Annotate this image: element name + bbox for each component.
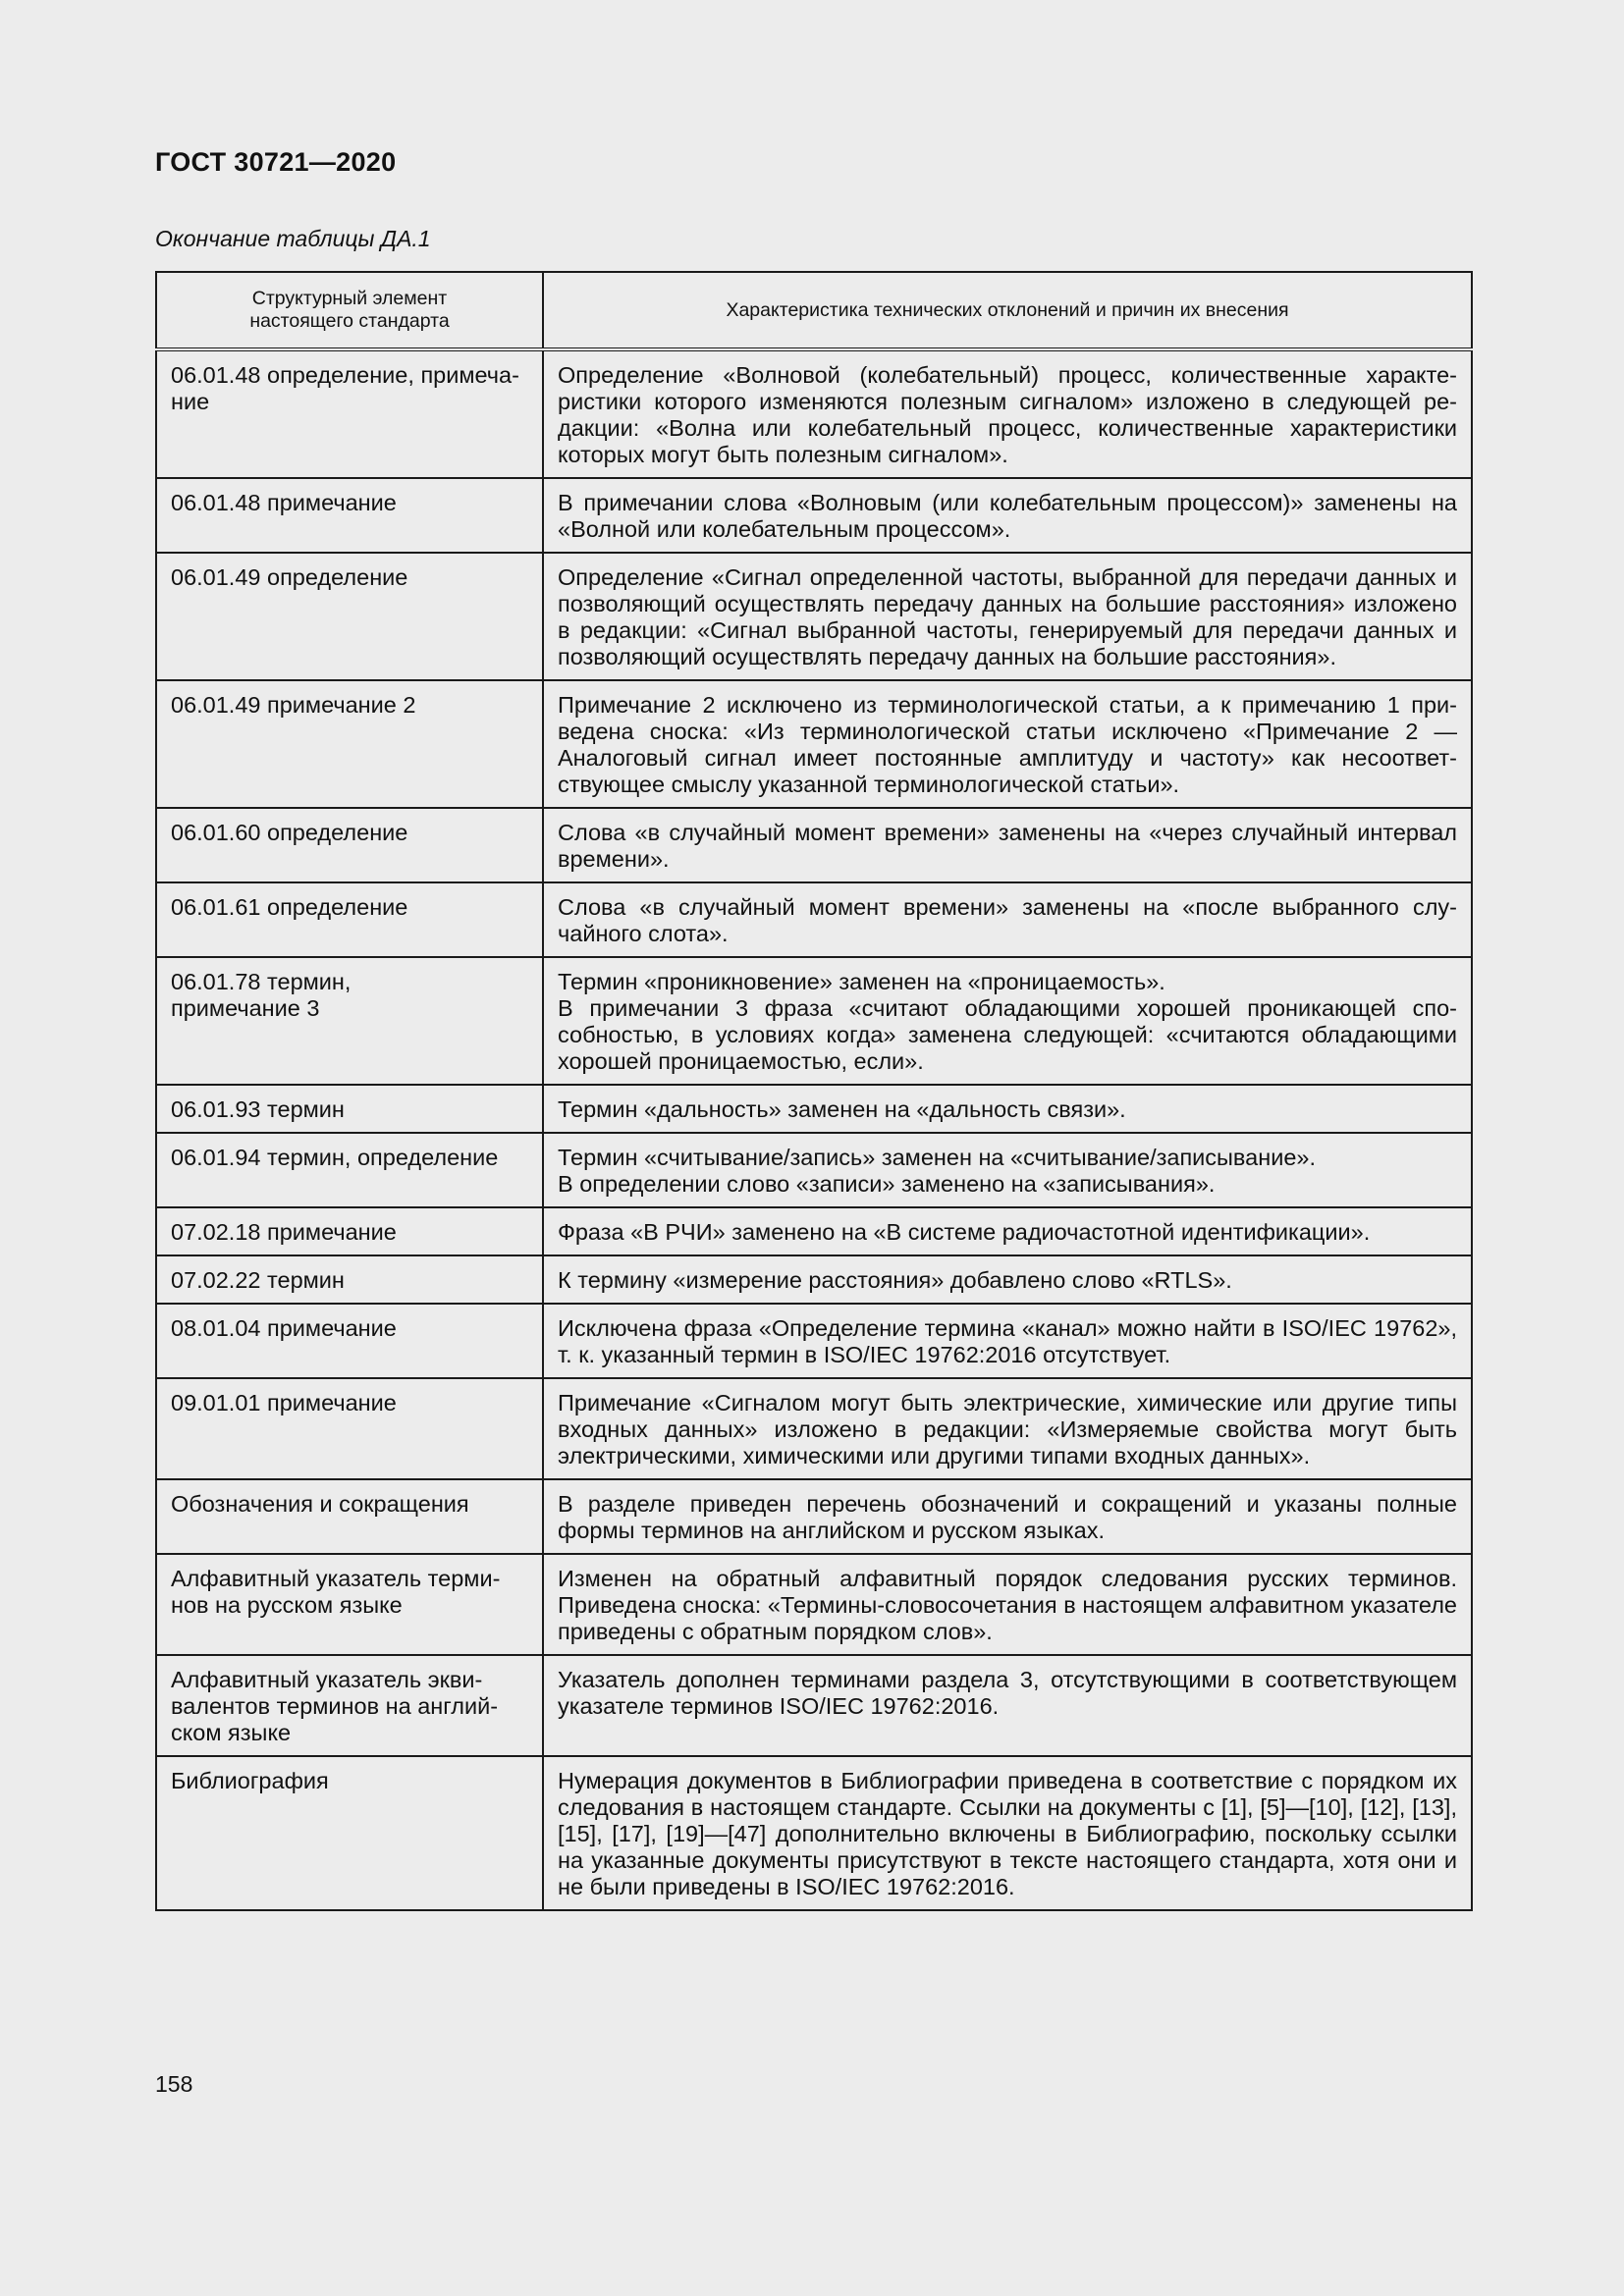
deviation-description-cell: Термин «проникновение» заменен на «проницаемость». В примечании 3 фраза «считают обладающими хорошей проникающей способностью, в условиях когда» заменена следующей: «считаются обладающими хорошей проницаемостью, если». <box>543 957 1472 1085</box>
structural-element-cell: 06.01.48 определение, примечание <box>156 349 543 478</box>
deviation-description-cell: Определение «Волновой (колебательный) процесс, количественные характеристики которого изменяются полезным сигналом» изложено в следующей редакции: «Волна или колебательный процесс, количественные характеристики которых могут быть полезным сигналом». <box>543 349 1472 478</box>
structural-element-cell: 07.02.18 примечание <box>156 1207 543 1255</box>
column-header-element <box>156 272 543 349</box>
structural-element-cell: Обозначения и сокращения <box>156 1479 543 1554</box>
deviations-table <box>155 271 1473 1911</box>
column-header-description-label: Характеристика технических отклонений и причин их внесения <box>726 298 1289 321</box>
structural-element-cell: 06.01.49 примечание 2 <box>156 680 543 808</box>
table-row <box>156 1479 1472 1554</box>
table-row <box>156 553 1472 680</box>
column-header-element-label: Структурный элемент настоящего стандарта <box>249 288 450 332</box>
page-number: 158 <box>155 2071 193 2097</box>
table-header-row <box>156 272 1472 349</box>
deviation-description-cell: Термин «дальность» заменен на «дальность связи». <box>543 1085 1472 1133</box>
structural-element-cell: Алфавитный указатель эквивалентов терминов на английском языке <box>156 1655 543 1756</box>
table-row <box>156 882 1472 957</box>
structural-element-cell: 06.01.60 определение <box>156 808 543 882</box>
table-row <box>156 957 1472 1085</box>
deviation-description-cell: Слова «в случайный момент времени» заменены на «через случайный интервал времени». <box>543 808 1472 882</box>
structural-element-cell: 06.01.78 термин, примечание 3 <box>156 957 543 1085</box>
table-row <box>156 478 1472 553</box>
table-row <box>156 1378 1472 1479</box>
table-row <box>156 1255 1472 1304</box>
table-caption: Окончание таблицы ДА.1 <box>155 226 431 251</box>
structural-element-cell: 06.01.93 термин <box>156 1085 543 1133</box>
deviation-description-cell: В примечании слова «Волновым (или колебательным процессом)» заменены на «Волной или колебательным процессом». <box>543 478 1472 553</box>
structural-element-cell: 07.02.22 термин <box>156 1255 543 1304</box>
deviation-description-cell: Примечание «Сигналом могут быть электрические, химические или другие типы входных данных» изложено в редакции: «Измеряемые свойства могут быть электрическими, химическими или другими типами входных данных». <box>543 1378 1472 1479</box>
structural-element-cell: 08.01.04 примечание <box>156 1304 543 1378</box>
table-row <box>156 1304 1472 1378</box>
table-row <box>156 808 1472 882</box>
table-row <box>156 1207 1472 1255</box>
column-header-description <box>543 272 1472 349</box>
table-row <box>156 1756 1472 1910</box>
table-row <box>156 1085 1472 1133</box>
table-body <box>156 349 1472 1910</box>
deviation-description-cell: Изменен на обратный алфавитный порядок следования русских терминов. Приведена сноска: «Термины-словосочетания в настоящем алфавитном указателе приведены с обратным порядком слов». <box>543 1554 1472 1655</box>
table-row <box>156 680 1472 808</box>
structural-element-cell: 06.01.61 определение <box>156 882 543 957</box>
deviation-description-cell: Слова «в случайный момент времени» заменены на «после выбранного случайного слота». <box>543 882 1472 957</box>
structural-element-cell: 09.01.01 примечание <box>156 1378 543 1479</box>
table-row <box>156 349 1472 478</box>
table-row <box>156 1133 1472 1207</box>
deviation-description-cell: Указатель дополнен терминами раздела 3, отсутствующими в соответствующем указателе терминов ISO/IEC 19762:2016. <box>543 1655 1472 1756</box>
document-header: ГОСТ 30721—2020 <box>155 147 397 177</box>
structural-element-cell: 06.01.49 определение <box>156 553 543 680</box>
deviation-description-cell: Примечание 2 исключено из терминологической статьи, а к примечанию 1 приведена сноска: «Из терминологической статьи исключено «Примечание 2 — Аналоговый сигнал имеет постоянные амплитуду и частоту» как несоответствующее смыслу указанной терминологической статьи». <box>543 680 1472 808</box>
table-row <box>156 1655 1472 1756</box>
table-row <box>156 1554 1472 1655</box>
structural-element-cell: 06.01.94 термин, определение <box>156 1133 543 1207</box>
deviation-description-cell: Определение «Сигнал определенной частоты, выбранной для передачи данных и позволяющий осуществлять передачу данных на большие расстояния» изложено в редакции: «Сигнал выбранной частоты, генерируемый для передачи данных и позволяющий осуществлять передачу данных на большие расстояния». <box>543 553 1472 680</box>
deviation-description-cell: Термин «считывание/запись» заменен на «считывание/записывание». В определении слово «записи» заменено на «записывания». <box>543 1133 1472 1207</box>
structural-element-cell: Библиография <box>156 1756 543 1910</box>
deviation-description-cell: В разделе приведен перечень обозначений и сокращений и указаны полные формы терминов на английском и русском языках. <box>543 1479 1472 1554</box>
deviation-description-cell: Фраза «В РЧИ» заменено на «В системе радиочастотной идентификации». <box>543 1207 1472 1255</box>
deviation-description-cell: Нумерация документов в Библиографии приведена в соответствие с порядком их следования в настоящем стандарте. Ссылки на документы с [1], [5]—[10], [12], [13], [15], [17], [19]—[47] дополнительно включены в Библиографию, поскольку ссылки на указанные документы присутствуют в тексте настоящего стандарта, хотя они и не были приведены в ISO/IEC 19762:2016. <box>543 1756 1472 1910</box>
deviation-description-cell: К термину «измерение расстояния» добавлено слово «RTLS». <box>543 1255 1472 1304</box>
structural-element-cell: 06.01.48 примечание <box>156 478 543 553</box>
structural-element-cell: Алфавитный указатель терминов на русском языке <box>156 1554 543 1655</box>
deviation-description-cell: Исключена фраза «Определение термина «канал» можно найти в ISO/IEC 19762», т. к. указанный термин в ISO/IEC 19762:2016 отсутствует. <box>543 1304 1472 1378</box>
